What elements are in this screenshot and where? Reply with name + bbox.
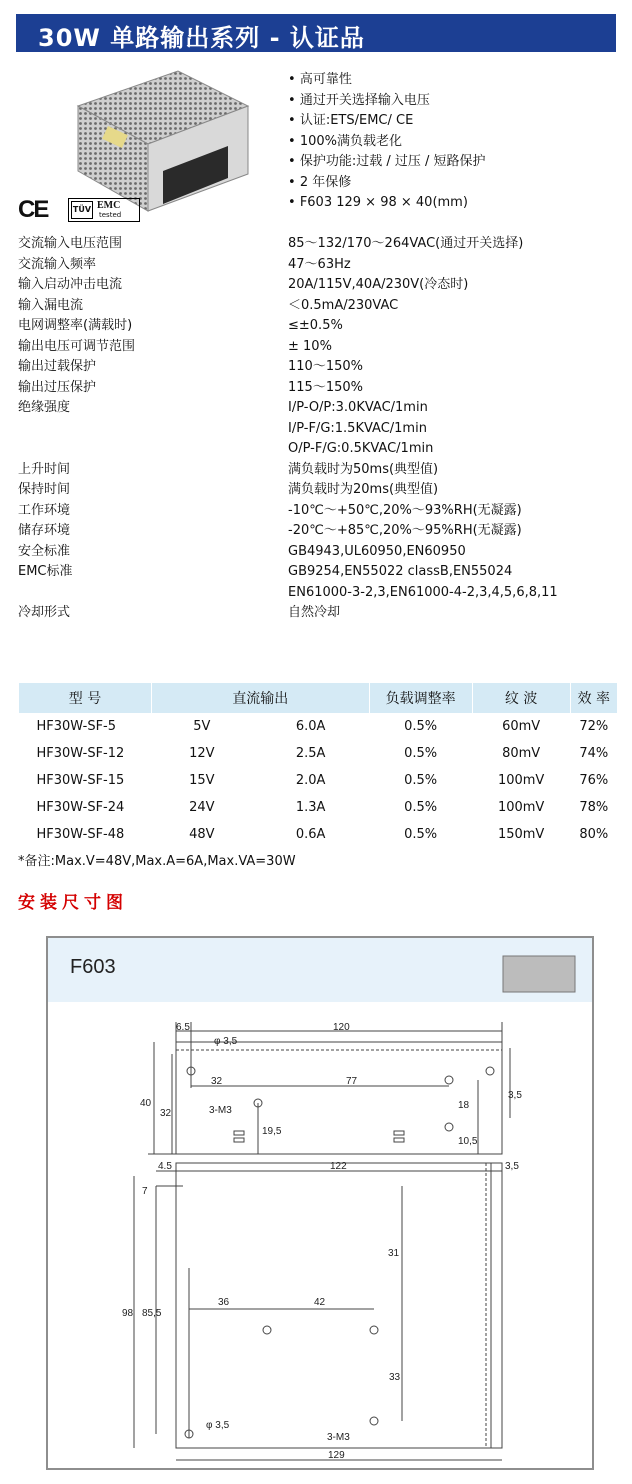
tuv-logo-icon: TÜV [71,201,93,219]
spec-value [288,501,522,522]
spec-label: 安全标准 [18,542,74,563]
spec-label: 交流输入电压范围 [18,234,126,255]
tested-text: tested [99,211,122,219]
hole-icon [445,1076,453,1084]
table-header-row [19,683,618,714]
table-cell: 0.6A [252,821,369,848]
table-cell: 24V [152,794,253,821]
spec-row [18,296,618,317]
spec-row [18,255,618,276]
spec-value [288,460,438,481]
dim-label: φ 3,5 [214,1036,238,1047]
dim-label: 129 [328,1450,345,1461]
feature-item: • 高可靠性 [288,70,485,91]
hole-icon [370,1326,378,1334]
spec-row [18,337,618,358]
col-model: 型 号 [19,683,152,714]
emc-text: EMC [97,200,121,211]
spec-label: 工作环境 [18,501,74,522]
spec-value [288,480,438,501]
dim-label: 3-M3 [327,1432,350,1443]
ce-mark-icon: CE [18,196,48,223]
table-cell: 0.5% [369,821,472,848]
spec-value [288,234,523,255]
feature-item: • 通过开关选择输入电压 [288,91,485,112]
spec-value [288,378,363,399]
spec-value-line: -20℃～+85℃,20%～95%RH(无凝露) [288,523,522,538]
power-supply-image [68,66,253,216]
spec-value-line: ± 10% [288,338,332,354]
spec-value [288,296,398,317]
spec-row [18,603,618,624]
dim-label: 122 [330,1161,347,1172]
spec-value-line: 47～63Hz [288,256,351,272]
spec-label: 储存环境 [18,521,74,542]
spec-row [18,378,618,399]
table-cell: 60mV [472,714,570,741]
table-cell: 100mV [472,767,570,794]
spec-row [18,275,618,296]
spec-label: EMC标准 [18,562,77,583]
table-cell: 150mV [472,821,570,848]
hole-icon [370,1417,378,1425]
spec-label: 输出电压可调节范围 [18,337,139,358]
header-bar [16,14,616,52]
table-row [19,767,618,794]
spec-row [18,398,618,460]
note-text: *备注:Max.V=48V,Max.A=6A,Max.VA=30W [18,854,296,869]
dim-label: 3,5 [505,1161,519,1172]
dim-label: 32 [211,1076,223,1087]
dim-label: 32 [160,1108,172,1119]
dim-label: 18 [458,1100,470,1111]
spec-value-line: I/P-O/P:3.0KVAC/1min [288,400,428,415]
dim-label: 4.5 [158,1161,172,1172]
table-cell: 0.5% [369,714,472,741]
table-cell: 2.5A [252,740,369,767]
dim-label: 85,5 [142,1308,162,1319]
spec-label: 输出过载保护 [18,357,100,378]
hole-icon [445,1123,453,1131]
table-cell: 76% [570,767,617,794]
feature-item: • 2 年保修 [288,173,485,194]
thumbnail-icon [503,956,575,992]
spec-value-line: 满负载时为20ms(典型值) [288,482,439,497]
spec-value [288,255,351,276]
spec-label: 输入漏电流 [18,296,87,317]
dim-label: 40 [140,1098,152,1109]
table-row [19,714,618,741]
table-cell: 80mV [472,740,570,767]
table-cell: HF30W-SF-15 [19,767,152,794]
spec-value-line: GB4943,UL60950,EN60950 [288,543,466,559]
spec-label: 上升时间 [18,460,74,481]
dim-label: 10,5 [458,1136,478,1147]
spec-row [18,357,618,378]
model-table [18,682,618,849]
table-cell: 2.0A [252,767,369,794]
spec-value-line: 85～132/170～264VAC(通过开关选择) [288,236,524,251]
dim-label: 120 [333,1022,350,1033]
table-cell: 1.3A [252,794,369,821]
page-title: 30W 单路输出系列 - 认证品 [38,24,365,52]
table-row [19,794,618,821]
spec-value [288,603,340,624]
spec-row [18,234,618,255]
dim-label: 33 [389,1372,401,1383]
col-dc-output: 直流输出 [152,683,370,714]
dim-label: 3-M3 [209,1105,232,1116]
spec-label: 绝缘强度 [18,398,74,419]
table-cell: 80% [570,821,617,848]
spec-value-line: 满负载时为50ms(典型值) [288,461,439,477]
dim-label: 6.5 [176,1022,190,1033]
table-cell: HF30W-SF-24 [19,794,152,821]
spec-value-line: ＜0.5mA/230VAC [288,297,399,313]
dimension-svg [48,938,592,1468]
spec-row [18,562,618,603]
table-cell: 0.5% [369,767,472,794]
table-cell: 48V [152,821,253,848]
spec-value [288,398,433,460]
spec-row [18,521,618,542]
table-cell: HF30W-SF-12 [19,740,152,767]
dimension-title: 安装尺寸图 [18,893,128,913]
dim-label: 36 [218,1297,230,1308]
spec-value-line: -10℃～+50℃,20%～93%RH(无凝露) [288,502,522,518]
table-cell: 12V [152,740,253,767]
spec-row [18,460,618,481]
spec-value-line: 115～150% [288,379,363,395]
spec-value-line: 20A/115V,40A/230V(冷态时) [288,277,469,292]
spec-label: 交流输入频率 [18,255,100,276]
spec-row [18,480,618,501]
dim-label: 7 [142,1186,148,1197]
col-ripple: 纹 波 [472,683,570,714]
feature-item: • 认证:ETS/EMC/ CE [288,111,485,132]
emc-tested-logo [68,198,140,222]
top-view-outline [176,1042,502,1154]
table-row [19,740,618,767]
table-cell: HF30W-SF-5 [19,714,152,741]
drawing-model: F603 [70,956,116,978]
dim-label: 77 [346,1076,358,1087]
spec-value-line: O/P-F/G:0.5KVAC/1min [288,441,434,456]
spec-label: 冷却形式 [18,603,74,624]
spec-value [288,542,466,563]
table-cell: 0.5% [369,794,472,821]
dim-label: φ 3,5 [206,1420,230,1431]
hole-icon [486,1067,494,1075]
table-cell: 100mV [472,794,570,821]
dim-label: 3,5 [508,1090,522,1101]
spec-label: 输入启动冲击电流 [18,275,126,296]
spec-label: 电网调整率(满载时) [18,316,136,337]
dim-label: 19,5 [262,1126,282,1137]
table-cell: HF30W-SF-48 [19,821,152,848]
col-efficiency: 效 率 [570,683,617,714]
spec-value [288,275,468,296]
spec-value-line: GB9254,EN55022 classB,EN55024 [288,564,513,579]
spec-value [288,562,558,603]
spec-row [18,542,618,563]
dim-label: 98 [122,1308,134,1319]
feature-item: • 保护功能:过载 / 过压 / 短路保护 [288,152,485,173]
table-cell: 78% [570,794,617,821]
hole-icon [263,1326,271,1334]
spec-label: 输出过压保护 [18,378,100,399]
feature-list [288,70,485,214]
dim-label: 42 [314,1297,326,1308]
table-cell: 72% [570,714,617,741]
spec-value [288,357,363,378]
table-cell: 74% [570,740,617,767]
spec-value-line: 自然冷却 [288,605,341,620]
table-row [19,821,618,848]
spec-value [288,521,522,542]
table-cell: 5V [152,714,253,741]
dim-label: 31 [388,1248,400,1259]
spec-value [288,337,332,358]
spec-value-line: ≤±0.5% [288,318,343,333]
dimension-drawing [46,936,594,1470]
spec-value-line: EN61000-3-2,3,EN61000-4-2,3,4,5,6,8,11 [288,584,558,600]
spec-value-line: 110～150% [288,359,363,374]
spec-row [18,501,618,522]
spec-row [18,316,618,337]
spec-label: 保持时间 [18,480,74,501]
table-cell: 0.5% [369,740,472,767]
spec-value-line: I/P-F/G:1.5KVAC/1min [288,420,427,436]
table-cell: 6.0A [252,714,369,741]
col-load-regulation: 负载调整率 [369,683,472,714]
table-cell: 15V [152,767,253,794]
feature-item: • 100%满负载老化 [288,132,485,153]
spec-value [288,316,343,337]
feature-item: • F603 129 × 98 × 40(mm) [288,193,485,214]
spec-list [18,234,618,624]
